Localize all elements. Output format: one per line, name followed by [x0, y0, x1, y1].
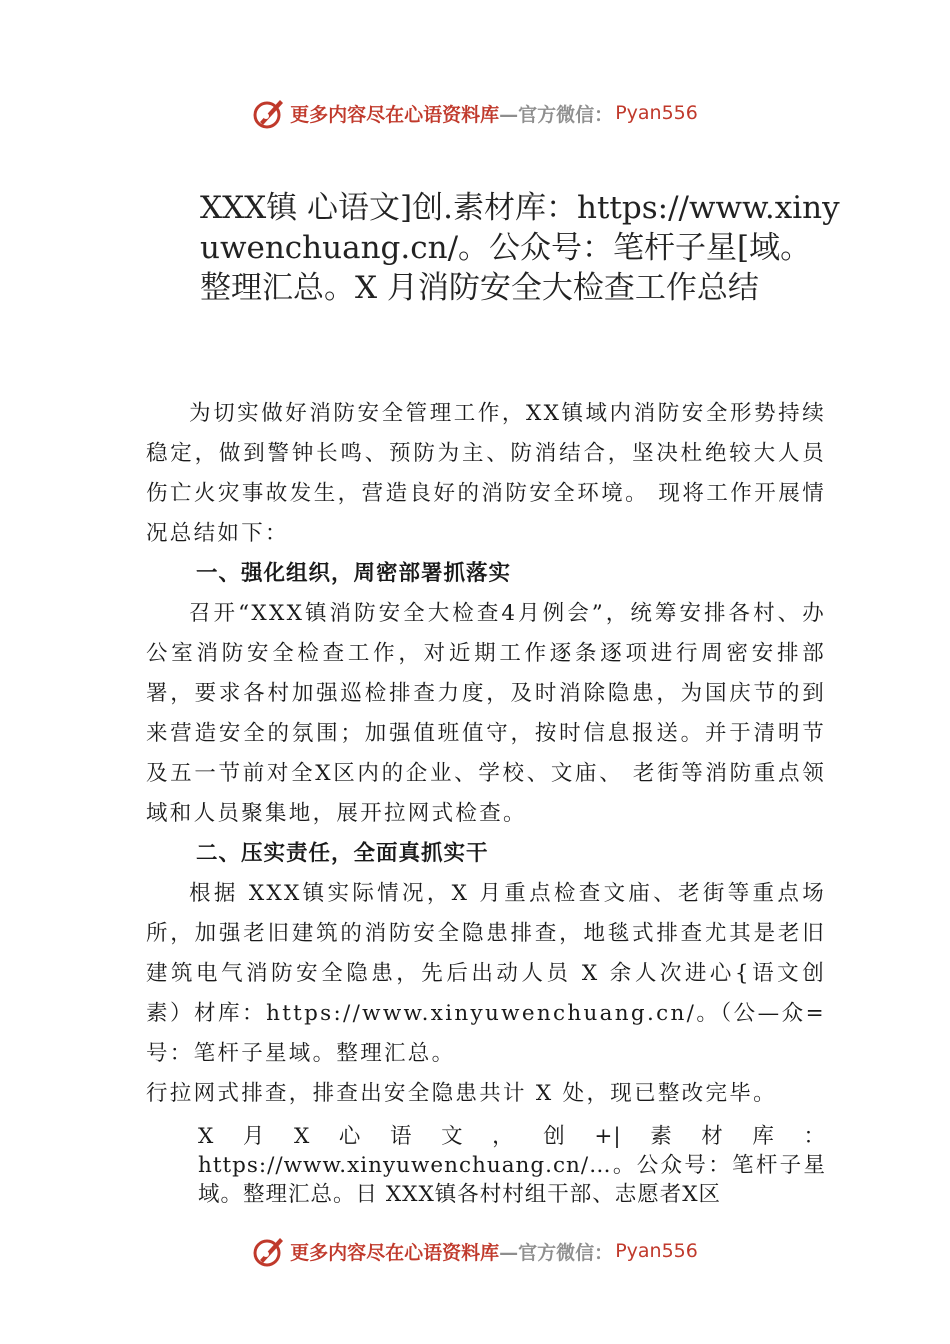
- section-heading-2: 二、压实责任，全面真抓实干: [196, 841, 489, 866]
- section-2-paragraph: 根据 XXX镇实际情况，X 月重点检查文庙、老街等重点场所，加强老旧建筑的消防安全隐患排查，地毯式排查尤其是老旧建筑电气消防安全隐患，先后出动人员 X 余人次进心{语文创素）材库：https://www.xinyuwenchuang.cn/。（公—众=号：笔杆子星域。整理汇总。: [146, 881, 826, 1066]
- text-box-first-line: [198, 1122, 826, 1151]
- intro-paragraph: 为切实做好消防安全管理工作，XX镇域内消防安全形势持续稳定，做到警钟长鸣、预防为主、防消结合，坚决杜绝较大人员伤亡火灾事故发生，营造良好的消防安全环境。 现将工作开展情况总结如下：: [146, 401, 826, 546]
- section-1-paragraph: 召开“XXX镇消防安全大检查4月例会”，统筹安排各村、办公室消防安全检查工作，对近期工作逐条逐项进行周密安排部署，要求各村加强巡检排查力度，及时消除隐患，为国庆节的到来营造安全的氛围；加强值班值守，按时信息报送。并于清明节及五一节前对全X区内的企业、学校、文庙、 老街等消防重点领域和人员聚集地，展开拉网式检查。: [146, 601, 826, 826]
- pen-logo-icon: [252, 96, 286, 130]
- section-heading-1: 一、强化组织，周密部署抓落实: [196, 561, 512, 586]
- document-title: XXX镇 心语文]创.素材库：https://www.xinyuwenchuang.cn/。公众号：笔杆子星[域。整理汇总。X 月消防安全大检查工作总结: [200, 190, 840, 306]
- banner-gray-text: —官方微信：: [499, 1241, 614, 1264]
- char: ，: [492, 1124, 515, 1149]
- text-box-paragraph: [198, 1122, 826, 1209]
- banner-account: Pyan556: [615, 1240, 698, 1262]
- char: 材: [701, 1124, 724, 1149]
- char: 心: [338, 1124, 362, 1149]
- char: X: [198, 1124, 215, 1149]
- char: X: [293, 1124, 311, 1149]
- char: 库: [752, 1124, 775, 1149]
- pen-logo-icon: [252, 1234, 286, 1268]
- header-banner: [0, 96, 950, 130]
- section-2-continuation: 行拉网式排查，排查出安全隐患共计 X 处，现已整改完毕。: [146, 1081, 777, 1106]
- char: 月: [242, 1124, 266, 1149]
- banner-gray-text: —官方微信：: [499, 103, 614, 126]
- banner-red-text: 更多内容尽在心语资料库: [290, 1241, 500, 1264]
- banner-red-text: 更多内容尽在心语资料库: [290, 103, 500, 126]
- banner-account: Pyan556: [615, 102, 698, 124]
- char: 语: [389, 1124, 413, 1149]
- char: 素: [650, 1124, 673, 1149]
- char: +|: [594, 1124, 622, 1149]
- footer-banner: [0, 1234, 950, 1268]
- text-box-rest: https://www.xinyuwenchuang.cn/…。公众号：笔杆子星域。整理汇总。日 XXX镇各村村组干部、志愿者X区: [198, 1153, 826, 1207]
- char: 文: [441, 1124, 464, 1149]
- char: 创: [543, 1124, 566, 1149]
- document-body: [146, 394, 826, 1209]
- char: ：: [803, 1124, 826, 1149]
